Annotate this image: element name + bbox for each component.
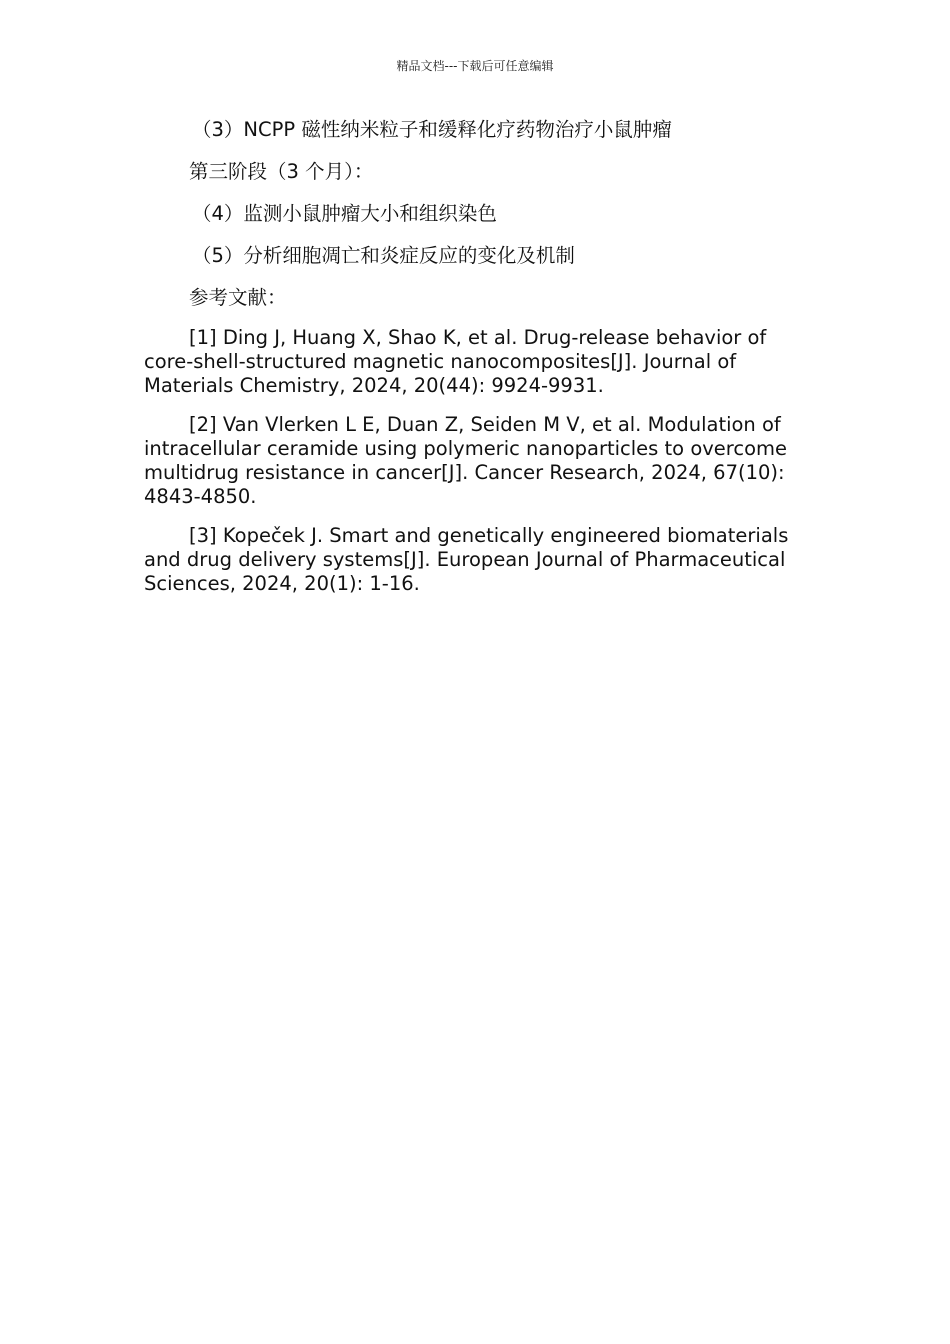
page-header: 精品文档---下载后可任意编辑	[396, 59, 554, 73]
phase-3-heading: 第三阶段（3 个月）：	[189, 160, 374, 183]
reference-2: [2] Van Vlerken L E, Duan Z, Seiden M V, et al. Modulation of intracellular ceramide using polymeric nanoparticles to overcome multidrug resistance in cancer[J]. Cancer Research, 2024, 67(10): 4843-4850.	[144, 413, 788, 508]
document-body	[144, 116, 808, 611]
step-3-line: （3）NCPP 磁性纳米粒子和缓释化疗药物治疗小鼠肿瘤	[192, 118, 672, 141]
step-4-line: （4）监测小鼠肿瘤大小和组织染色	[192, 202, 497, 225]
reference-1: [1] Ding J, Huang X, Shao K, et al. Drug-release behavior of core-shell-structured magnetic nanocomposites[J]. Journal of Materials Chemistry, 2024, 20(44): 9924-9931.	[144, 326, 767, 397]
references-heading: 参考文献：	[189, 286, 287, 309]
reference-3: [3] Kopeček J. Smart and genetically engineered biomaterials and drug delivery systems[J]. European Journal of Pharmaceutical Sciences, 2024, 20(1): 1-16.	[144, 524, 789, 595]
step-5-line: （5）分析细胞凋亡和炎症反应的变化及机制	[192, 244, 575, 267]
